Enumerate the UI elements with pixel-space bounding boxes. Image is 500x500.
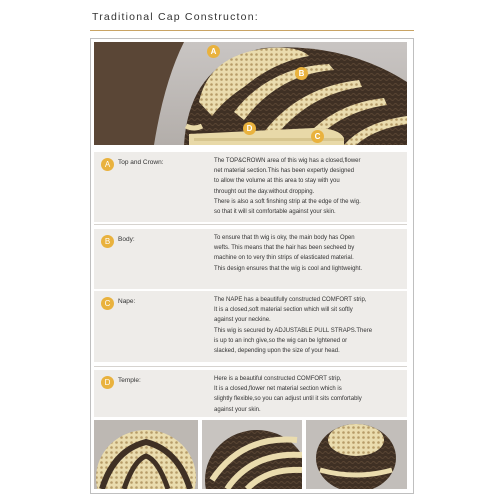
desc-line: slacked, depending upon the size of your head. [214, 348, 340, 355]
desc-line: so that it will sit comfortable against your skin. [214, 209, 336, 216]
marker-a: A [207, 45, 220, 58]
desc-line: This wig is secured by ADJUSTABLE PULL STRAPS.There [214, 327, 373, 334]
marker-b: B [295, 67, 308, 80]
section-a-label: Top and Crown: [118, 159, 164, 166]
desc-line: Here is a beautiful constructed COMFORT strip, [214, 376, 342, 382]
page-title: Traditional Cap Constructon: [92, 11, 259, 23]
section-a-description [214, 156, 406, 217]
title-underline [90, 30, 414, 31]
desc-line: net material section.This has been expertly designed [214, 168, 355, 175]
desc-line: against your neckine. [214, 317, 271, 324]
desc-line: The TOP&CROWN area of this wig has a closed,flower [214, 158, 361, 164]
desc-line: It is a closed,flower net material section which is [214, 386, 342, 393]
detail-photo-side [202, 420, 302, 489]
section-a-badge: A [101, 158, 114, 171]
marker-d: D [243, 122, 256, 135]
section-b-description [214, 233, 406, 274]
detail-photo-back [306, 420, 407, 489]
section-temple [94, 370, 407, 417]
marker-c: C [311, 130, 324, 143]
desc-line: machine on to very thin strips of elasticated material. [214, 255, 354, 262]
nape-strap-photo [306, 420, 407, 489]
section-body [94, 229, 407, 289]
desc-line: against your skin. [214, 406, 261, 413]
section-nape [94, 291, 407, 362]
section-c-badge: C [101, 297, 114, 310]
desc-line: There is also a soft finshing strip at the edge of the wig. [214, 198, 361, 205]
detail-photo-strip [94, 420, 407, 489]
divider [94, 224, 407, 225]
section-c-label: Nape: [118, 298, 136, 305]
desc-line: slightly flexible,so you can adjust until it sits comfortably [214, 396, 362, 403]
desc-line: throught out the day.without dropping. [214, 188, 315, 195]
divider [94, 366, 407, 367]
desc-line: The NAPE has a beautifully constructed COMFORT strip, [214, 297, 367, 303]
section-d-description [214, 374, 406, 415]
desc-line: is up to an inch give,so the wig can be lghtened or [214, 337, 348, 344]
desc-line: to allow the volume at this area to stay with you [214, 178, 340, 185]
section-b-badge: B [101, 235, 114, 248]
section-d-badge: D [101, 376, 114, 389]
desc-line: It is a closed,soft material section which will sit softly [214, 307, 353, 314]
lace-crown-photo [94, 420, 198, 489]
cap-construction-photo [94, 42, 407, 145]
detail-photo-top [94, 420, 198, 489]
section-b-label: Body: [118, 236, 135, 243]
desc-line: wefts. This means that the hair has been secheed by [214, 245, 355, 252]
section-d-label: Temple: [118, 377, 141, 384]
section-top-crown [94, 152, 407, 222]
desc-line: To ensure that th wig is oky, the main body has Open [214, 235, 355, 241]
weft-strips-photo [202, 420, 302, 489]
section-c-description [214, 295, 406, 356]
desc-line: This design ensures that the wig is cool and lightweight. [214, 265, 363, 272]
